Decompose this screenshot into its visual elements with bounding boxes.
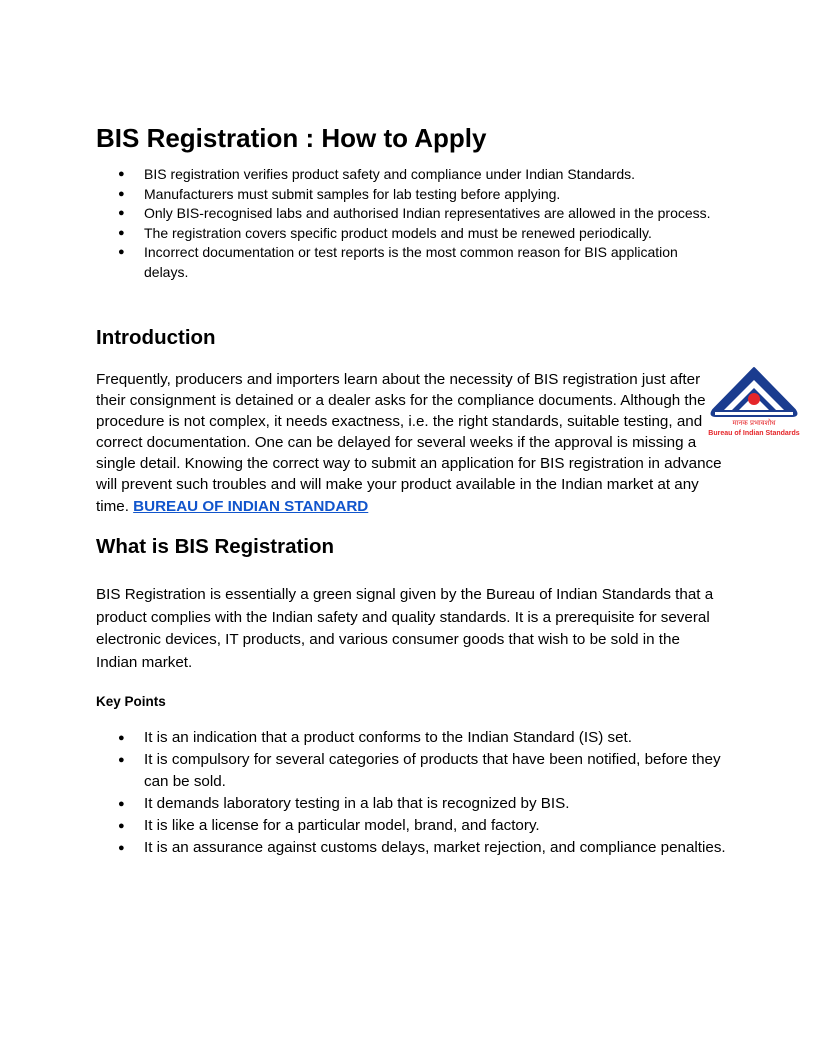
introduction-heading: Introduction — [96, 326, 216, 349]
logo-caption: Bureau of Indian Standards — [708, 430, 800, 437]
list-item: ● It is an indication that a product conforms to the Indian Standard (IS) set. — [96, 727, 726, 749]
what-is-paragraph: BIS Registration is essentially a green signal given by the Bureau of Indian Standards that a product complies with the Indian safety and quality standards. It is a prerequisite for several electronic devices, IT products, and various consumer goods that wish to be sold in the Indian market. — [96, 586, 714, 671]
bis-link[interactable]: BUREAU OF INDIAN STANDARD — [133, 497, 369, 515]
list-item: ● The registration covers specific product models and must be renewed periodically. — [96, 224, 720, 244]
list-item: ● It is compulsory for several categories of products that have been notified, before they can be sold. — [96, 749, 726, 793]
list-item: ● Manufacturers must submit samples for lab testing before applying. — [96, 185, 720, 205]
list-item: ● BIS registration verifies product safety and compliance under Indian Standards. — [96, 165, 720, 185]
list-item: ● Incorrect documentation or test reports is the most common reason for BIS application delays. — [96, 243, 720, 282]
introduction-paragraph — [96, 369, 726, 517]
what-is-heading: What is BIS Registration — [96, 535, 335, 558]
logo-hindi-text: मानक प्रभावशोध — [732, 419, 776, 427]
list-item: ● It is like a license for a particular model, brand, and factory. — [96, 815, 726, 837]
bis-logo-icon — [707, 364, 801, 440]
key-points-list — [96, 727, 726, 859]
summary-list — [96, 165, 720, 282]
list-item: ● It is an assurance against customs delays, market rejection, and compliance penalties. — [96, 837, 726, 859]
list-item: ● Only BIS-recognised labs and authorised Indian representatives are allowed in the process. — [96, 204, 720, 224]
list-item: ● It demands laboratory testing in a lab that is recognized by BIS. — [96, 793, 726, 815]
introduction-body: Frequently, producers and importers learn about the necessity of BIS registration just after their consignment is detained or a dealer asks for the compliance documents. Although the procedure is not complex, it needs exactness, i.e. the right standards, suitable testing, and correct documentation. One can be delayed for several weeks if the approval is missing a single detail. Knowing the correct way to submit an application for BIS registration in advance will prevent such troubles and will make your product available in the Indian market at any time. — [96, 371, 722, 515]
page-title: BIS Registration : How to Apply — [96, 123, 487, 153]
key-points-heading: Key Points — [96, 694, 166, 709]
